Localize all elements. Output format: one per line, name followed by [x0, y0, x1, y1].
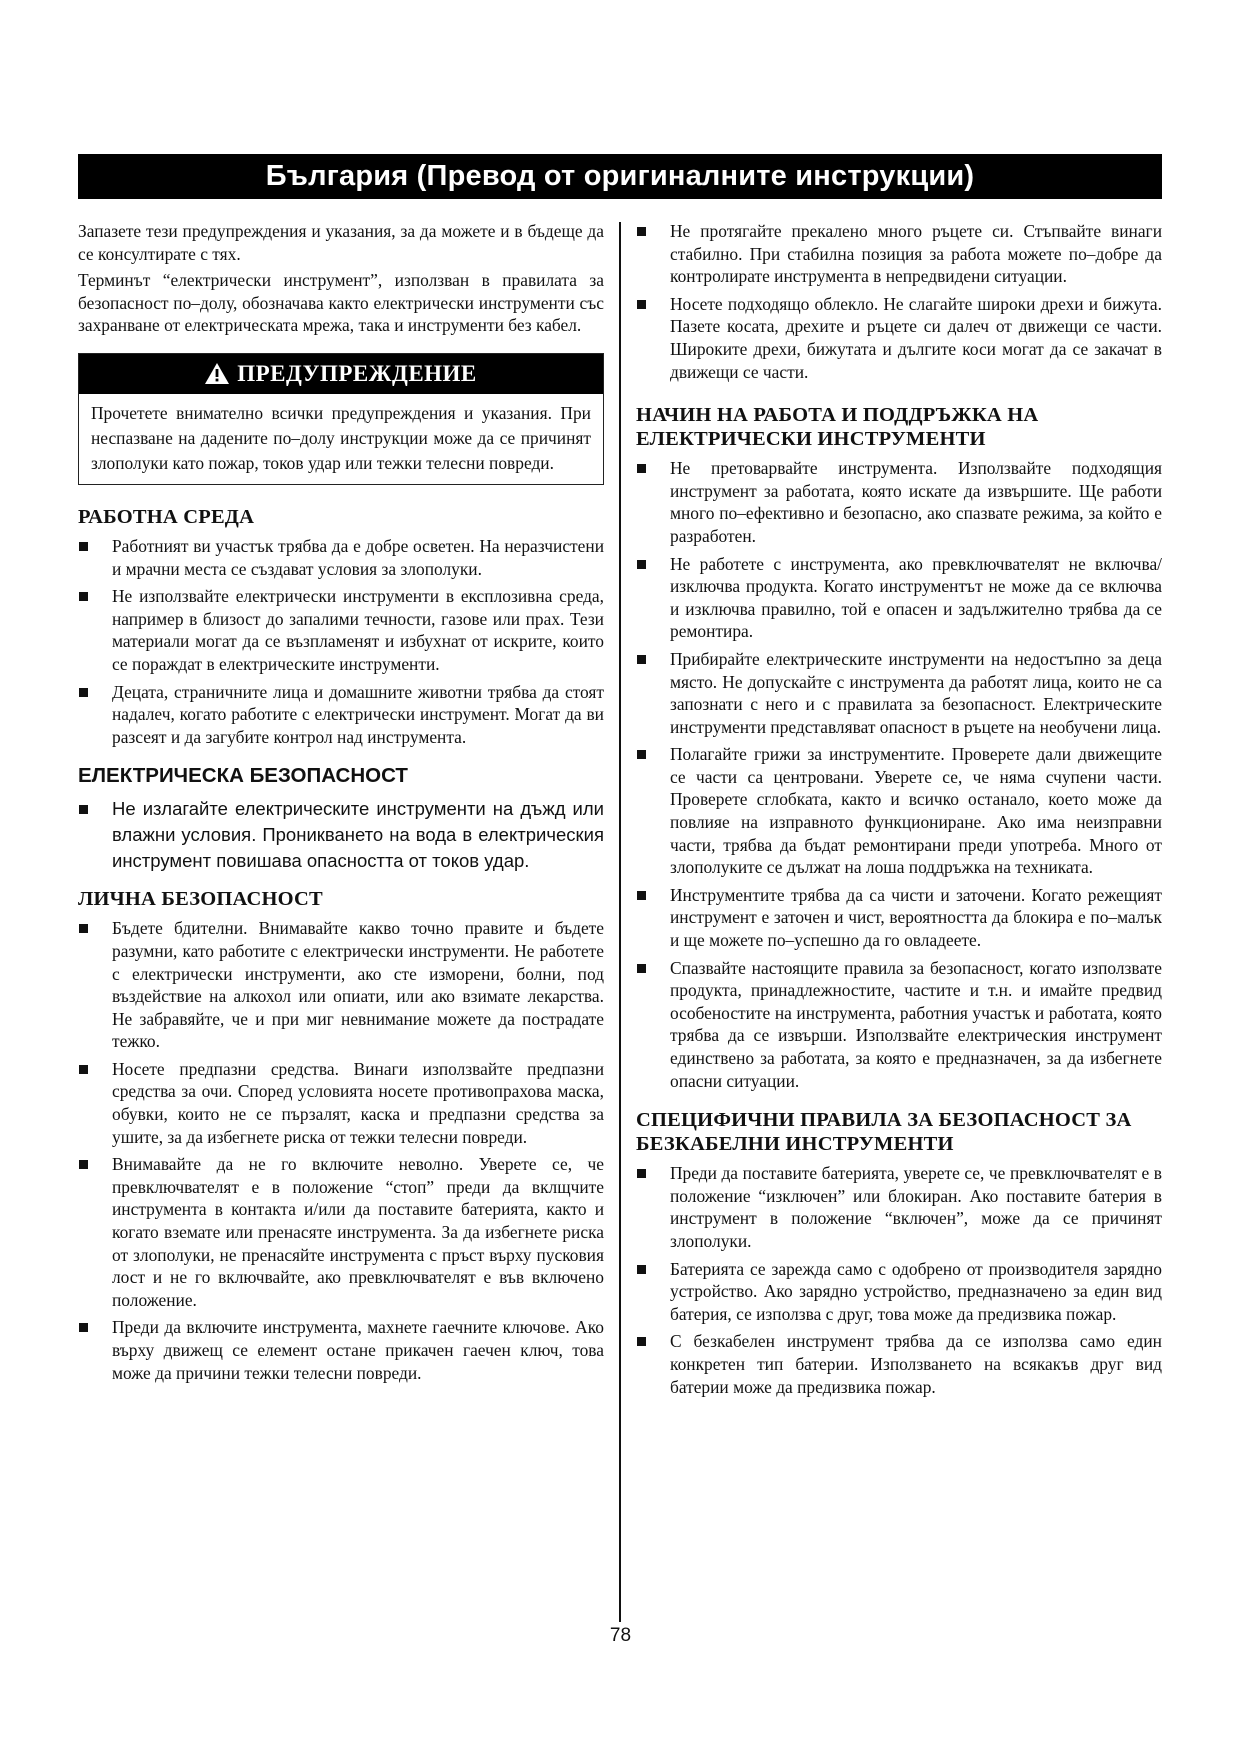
list-item: Внимавайте да не го включите неволно. Уверете се, че превключвателят е в положение “стоп” преди да вклщчите инструмента в контакта и/или да поставите батерията, както и когато вземате или пренасяте инструмента. За да избегнете риска от злополуки, не пренасяйте инструмента с пръст върху пусковия лост и не го включвайте, ако превключвателят е във включено положение. — [78, 1153, 604, 1311]
list-item: Работният ви участък трябва да е добре осветен. На неразчистени и мрачни места се създават условия за злополуки. — [78, 535, 604, 580]
square-bullet-icon — [637, 227, 646, 236]
intro-paragraph-2: Терминът “електрически инструмент”, използван в правилата за безопасност по–долу, обозначава както електрически инструменти със захранване от електрическата мрежа, така и инструменти без кабел. — [78, 270, 604, 336]
list-item: Не използвайте електрически инструменти в експлозивна среда, например в близост до запалими течности, газове или прах. Тези материали могат да се възпламенят и избухнат от искрите, които се пораждат в електрическите инструменти. — [78, 585, 604, 675]
square-bullet-icon — [79, 592, 88, 601]
list-item: Бъдете бдителни. Внимавайте какво точно правите и бъдете разумни, като работите с електрически инструменти. Не работете с електрически инструменти, ако сте изморени, болни, под въздействие на алкохол или опиати, или ако взимате лекарства. Не забравяйте, че и при миг невнимание можете да пострадате тежко. — [78, 917, 604, 1053]
column-divider — [619, 222, 621, 1622]
personal-safety-list-continued — [636, 220, 1162, 383]
list-item: Не излагайте електрическите инструменти на дъжд или влажни условия. Проникването на вода в електрическия инструмент повишава опасността от токов удар. — [78, 796, 604, 874]
square-bullet-icon — [637, 1337, 646, 1346]
square-bullet-icon — [637, 655, 646, 664]
list-item: Не работете с инструмента, ако превключвателят не включва/изключва продукта. Когато инструментът не може да се включва и изключва правилно, той е опасен и задължително трябва да се ремонтира. — [636, 553, 1162, 643]
square-bullet-icon — [637, 964, 646, 973]
square-bullet-icon — [637, 1265, 646, 1274]
square-bullet-icon — [79, 688, 88, 697]
square-bullet-icon — [79, 1065, 88, 1074]
warning-triangle-icon — [205, 363, 229, 384]
list-item: Не протягайте прекалено много ръцете си. Стъпвайте винаги стабилно. При стабилна позиция за работа можете по–добре да контролирате инструмента в непредвидени ситуации. — [636, 220, 1162, 288]
cordless-safety-heading: СПЕЦИФИЧНИ ПРАВИЛА ЗА БЕЗОПАСНОСТ ЗА БЕЗКАБЕЛНИ ИНСТРУМЕНТИ — [636, 1109, 1132, 1156]
square-bullet-icon — [637, 750, 646, 759]
warning-header — [79, 354, 603, 394]
intro-paragraph-1: Запазете тези предупреждения и указания, за да можете и в бъдеще да се консултирате с тях. — [78, 221, 604, 264]
list-item: Децата, страничните лица и домашните животни трябва да стоят надалеч, когато работите с електрически инструмент. Могат да ви разсеят и да загубите контрол над инструмента. — [78, 681, 604, 749]
list-item: Не претоварвайте инструмента. Използвайте подходящия инструмент за работата, която искате да извършите. Ще работи много по–ефективно и безопасно, ако спазвате режима, за който е разработен. — [636, 457, 1162, 547]
right-column — [636, 220, 1162, 1403]
page-number: 78 — [609, 1625, 632, 1646]
electrical-safety-heading: ЕЛЕКТРИЧЕСКА БЕЗОПАСНОСТ — [78, 764, 408, 788]
list-item: Прибирайте електрическите инструменти на недостъпно за деца място. Не допускайте с инструмента да работят лица, които не са запознати с него и с правилата за безопасност. Електрическите инструменти представляват опасност в ръцете на необучени лица. — [636, 648, 1162, 738]
warning-title: ПРЕДУПРЕЖДЕНИЕ — [237, 360, 477, 386]
work-area-heading: РАБОТНА СРЕДА — [78, 505, 255, 528]
square-bullet-icon — [79, 924, 88, 933]
cordless-safety-list — [636, 1162, 1162, 1398]
personal-safety-list — [78, 917, 604, 1384]
work-area-list — [78, 535, 604, 748]
operation-maintenance-list — [636, 457, 1162, 1092]
list-item: Спазвайте настоящите правила за безопасност, когато използвате продукта, принадлежностите, частите и т.н. и имайте предвид особеностите на инструмента, работния участък и работата, която трябва да се извърши. Използвайте електрическия инструмент единствено за работата, за която е предназначен, за да избегнете опасни ситуации. — [636, 957, 1162, 1093]
warning-box — [78, 353, 604, 485]
square-bullet-icon — [637, 891, 646, 900]
square-bullet-icon — [637, 1169, 646, 1178]
personal-safety-heading: ЛИЧНА БЕЗОПАСНОСТ — [78, 888, 323, 911]
list-item: Носете предпазни средства. Винаги използвайте предпазни средства за очи. Според условията носете противопрахова маска, обувки, които не се пързалят, каска и предпазни средства за ушите, за да избегнете риска от тежки телесни повреди. — [78, 1058, 604, 1148]
square-bullet-icon — [637, 300, 646, 309]
list-item: Полагайте грижи за инструментите. Проверете дали движещите се части са центровани. Уверете се, че няма счупени части. Проверете сглобката, както и всичко останало, което може да повлияе на изправното функциониране. Ако има неизправни части, трябва да бъдат ремонтирани преди употреба. Много от злополуките се дължат на лоша поддръжка на техниката. — [636, 743, 1162, 879]
square-bullet-icon — [637, 560, 646, 569]
list-item: С безкабелен инструмент трябва да се използва само един конкретен тип батерии. Използването на всякакъв друг вид батерии може да предизвика пожар. — [636, 1330, 1162, 1398]
left-column — [78, 220, 604, 1389]
list-item: Преди да включите инструмента, махнете гаечните ключове. Ако върху движещ се елемент остане прикачен гаечен ключ, това може да причини тежки телесни повреди. — [78, 1316, 604, 1384]
square-bullet-icon — [79, 1160, 88, 1169]
list-item: Носете подходящо облекло. Не слагайте широки дрехи и бижута. Пазете косата, дрехите и ръцете си далеч от движещи се части. Широките дрехи, бижутата и дългите коси могат да се закачат в движещи се части. — [636, 293, 1162, 383]
square-bullet-icon — [79, 805, 88, 814]
operation-maintenance-heading: НАЧИН НА РАБОТА И ПОДДРЪЖКА НА ЕЛЕКТРИЧЕСКИ ИНСТРУМЕНТИ — [636, 404, 1039, 451]
list-item: Преди да поставите батерията, уверете се, че превключвателят е в положение “изключен” или блокиран. Ако поставите батерия в инструмент в положение “включен”, може да се причинят злополуки. — [636, 1162, 1162, 1252]
list-item: Инструментите трябва да са чисти и заточени. Когато режещият инструмент е заточен и чист, вероятността да блокира е по–малък и ще можете по–успешно да го овладеете. — [636, 884, 1162, 952]
list-item: Батерията се зарежда само с одобрено от производителя зарядно устройство. Ако зарядно устройство, предназначено за един вид батерия, се използва с друг, това може да предизвика пожар. — [636, 1258, 1162, 1326]
square-bullet-icon — [637, 464, 646, 473]
electrical-safety-list — [78, 796, 604, 874]
warning-text: Прочетете внимателно всички предупреждения и указания. При неспазване на дадените по–долу инструкции може да се причинят злополуки като пожар, токов удар или тежки телесни повреди. — [91, 402, 591, 473]
language-banner: България (Превод от оригиналните инструкции) — [78, 154, 1162, 199]
square-bullet-icon — [79, 542, 88, 551]
square-bullet-icon — [79, 1323, 88, 1332]
